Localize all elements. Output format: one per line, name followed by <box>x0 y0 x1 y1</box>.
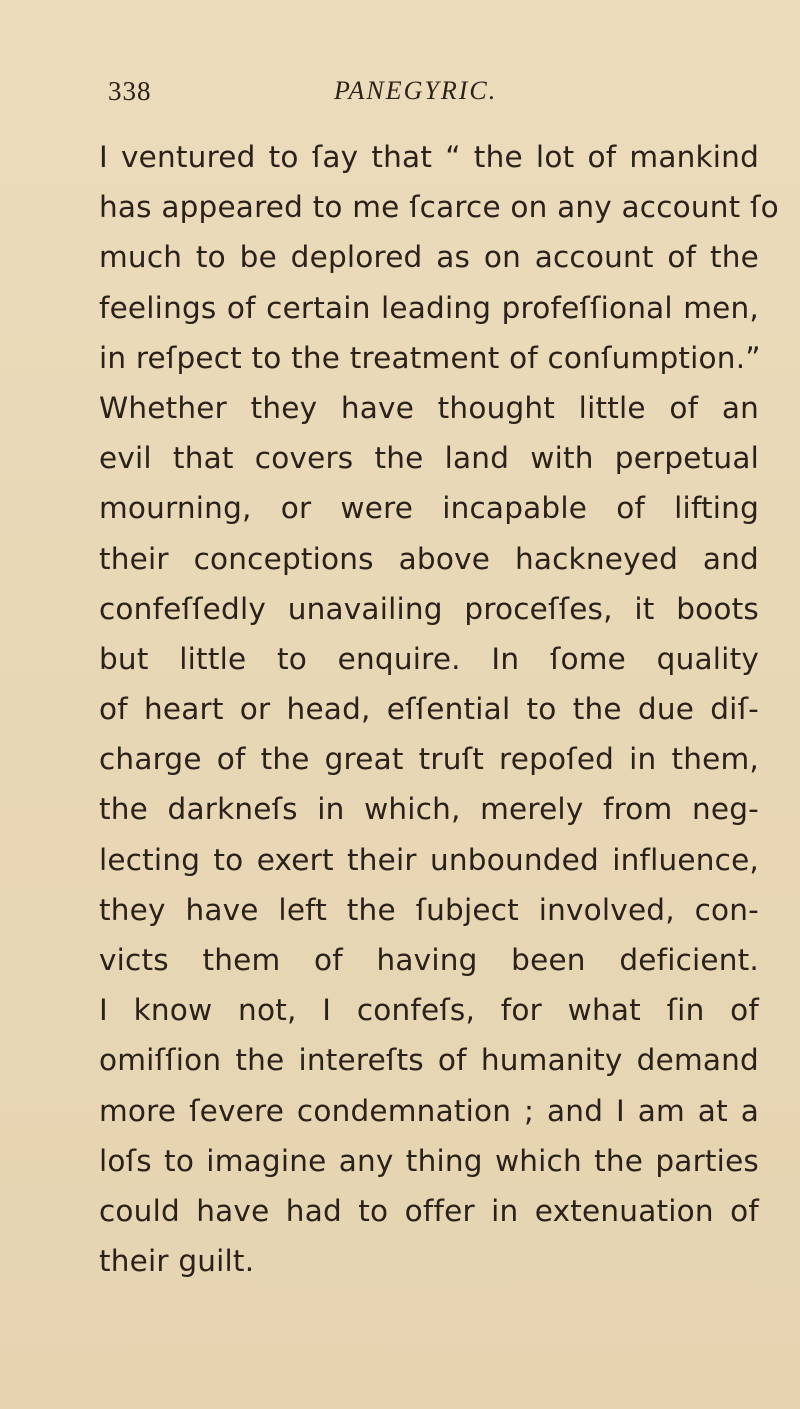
text-line: of heart or head, eſſential to the due diſ- <box>99 692 759 727</box>
text-line: I know not, I confeſs, for what ſin of <box>99 993 759 1028</box>
text-line: feelings of certain leading profeſſional men, <box>99 290 759 325</box>
text-line: evil that covers the land with perpetual <box>99 441 759 476</box>
text-line: their conceptions above hackneyed and <box>99 541 759 576</box>
text-line: their guilt. <box>99 1244 255 1279</box>
text-line: much to be deplored as on account of the <box>99 240 759 275</box>
text-line: charge of the great truſt repoſed in them, <box>99 742 759 777</box>
text-line: Whether they have thought little of an <box>99 390 759 425</box>
text-line: victs them of having been deficient. <box>99 943 759 977</box>
text-line: I ventured to ſay that “ the lot of mankind <box>99 140 759 174</box>
body-text <box>99 132 779 1286</box>
text-line: but little to enquire. In ſome quality <box>99 641 759 676</box>
text-line: omiſſion the intereſts of humanity demand <box>99 1043 759 1078</box>
page-header <box>108 76 748 116</box>
running-head: PANEGYRIC. <box>334 76 498 105</box>
text-line: in reſpect to the treatment of conſumption.” <box>99 340 761 375</box>
text-line: lecting to exert their unbounded influence, <box>99 842 759 877</box>
page-number: 338 <box>108 76 152 106</box>
text-line: could have had to offer in extenuation of <box>99 1193 759 1228</box>
text-line: they have left the ſubject involved, con- <box>99 892 759 927</box>
text-line: mourning, or were incapable of lifting <box>99 491 759 526</box>
text-line: the darkneſs in which, merely from neg- <box>99 792 759 827</box>
text-line: has appeared to me ſcarce on any account ſo <box>99 190 779 225</box>
text-line: loſs to imagine any thing which the parties <box>99 1143 759 1178</box>
text-line: more ſevere condemnation ; and I am at a <box>99 1093 759 1128</box>
text-line: confeſſedly unavailing proceſſes, it boots <box>99 591 759 626</box>
